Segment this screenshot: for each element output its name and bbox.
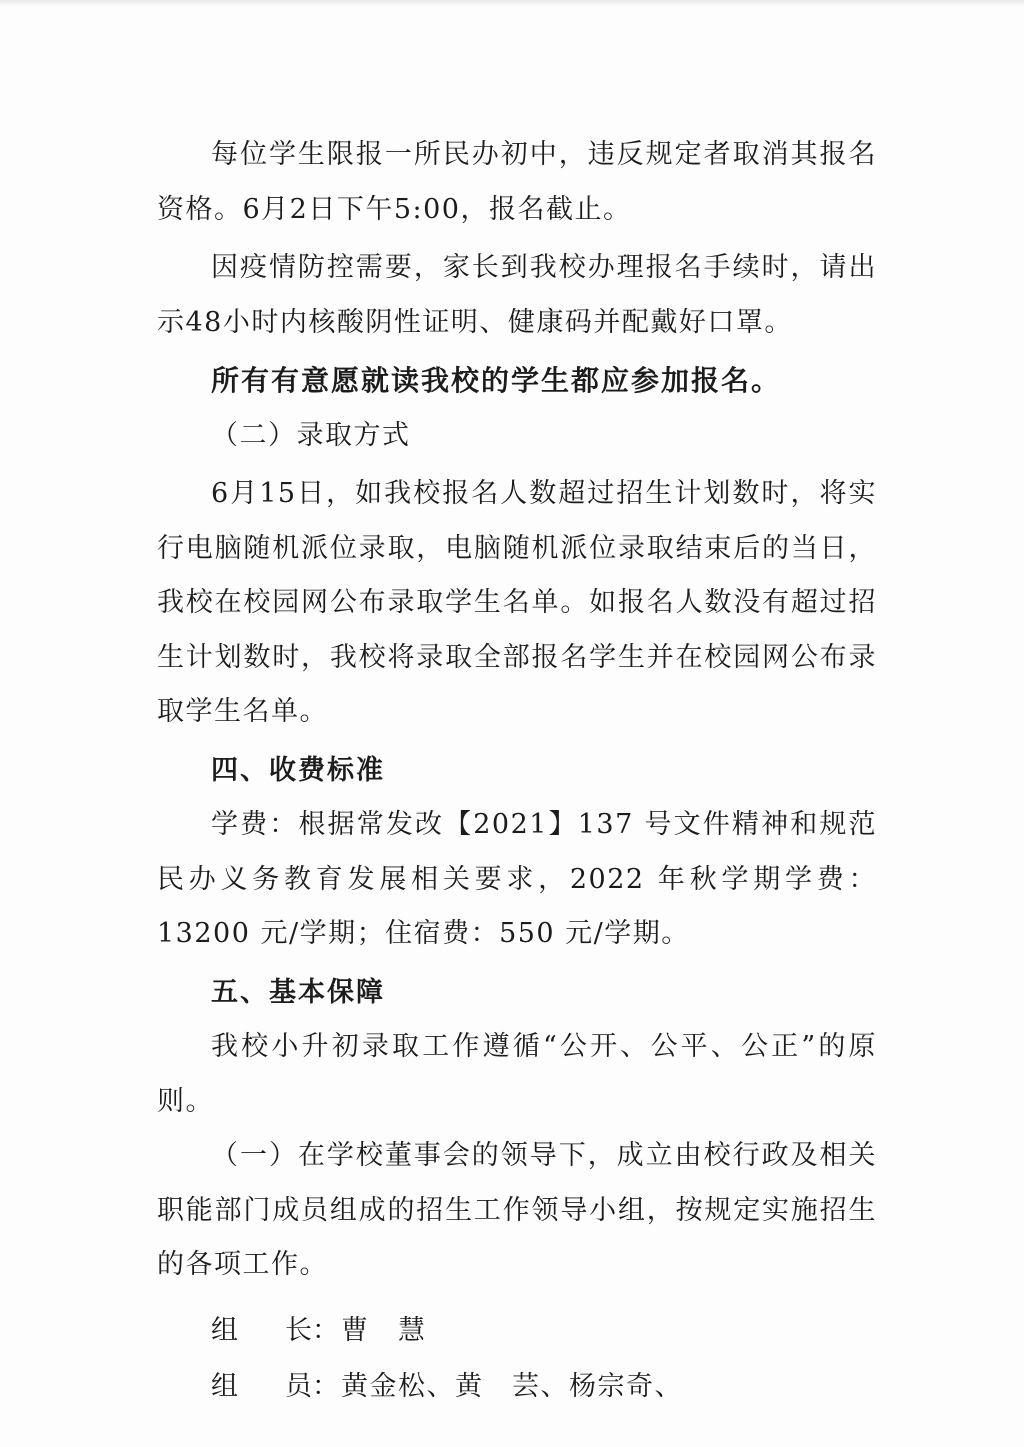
paragraph-epidemic-control: 因疫情防控需要，家长到我校办理报名手续时，请出示48小时内核酸阴性证明、健康码并配戴好口罩。 [157,252,877,338]
section-fee-standard-title: 四、收费标准 [211,754,385,786]
group-members-line [157,1359,877,1415]
group-leader-role: 组 长： [211,1314,339,1346]
group-leader-line [157,1303,877,1359]
subsection-admission-method-title: （二）录取方式 [211,419,411,451]
paragraph-registration-limit: 每位学生限报一所民办初中，违反规定者取消其报名资格。6月2日下午5:00，报名截止。 [157,139,877,225]
scan-edge [0,0,1024,6]
paragraph-principles: 我校小升初录取工作遵循“公开、公平、公正”的原则。 [157,1031,877,1117]
document-body [157,128,877,1415]
paragraph-admission-method: 6月15日，如我校报名人数超过招生计划数时，将实行电脑随机派位录取，电脑随机派位录取结束后的当日，我校在校园网公布录取学生名单。如报名人数没有超过招生计划数时，我校将录取全部报名学生并在校园网公布录取学生名单。 [157,478,877,727]
paragraph-all-students-register: 所有有意愿就读我校的学生都应参加报名。 [211,364,782,397]
paragraph-leadership-group: （一）在学校董事会的领导下，成立由校行政及相关职能部门成员组成的招生工作领导小组，按规定实施招生的各项工作。 [157,1140,877,1280]
group-leader-name: 曹 慧 [341,1314,427,1346]
group-members-names: 黄金松、黄 芸、杨宗奇、 [341,1370,683,1402]
paragraph-fees: 学费：根据常发改【2021】137 号文件精神和规范民办义务教育发展相关要求，2022 年秋学期学费：13200 元/学期；住宿费：550 元/学期。 [157,809,877,949]
group-members-role: 组 员： [211,1370,339,1402]
section-basic-guarantee-title: 五、基本保障 [211,976,385,1008]
